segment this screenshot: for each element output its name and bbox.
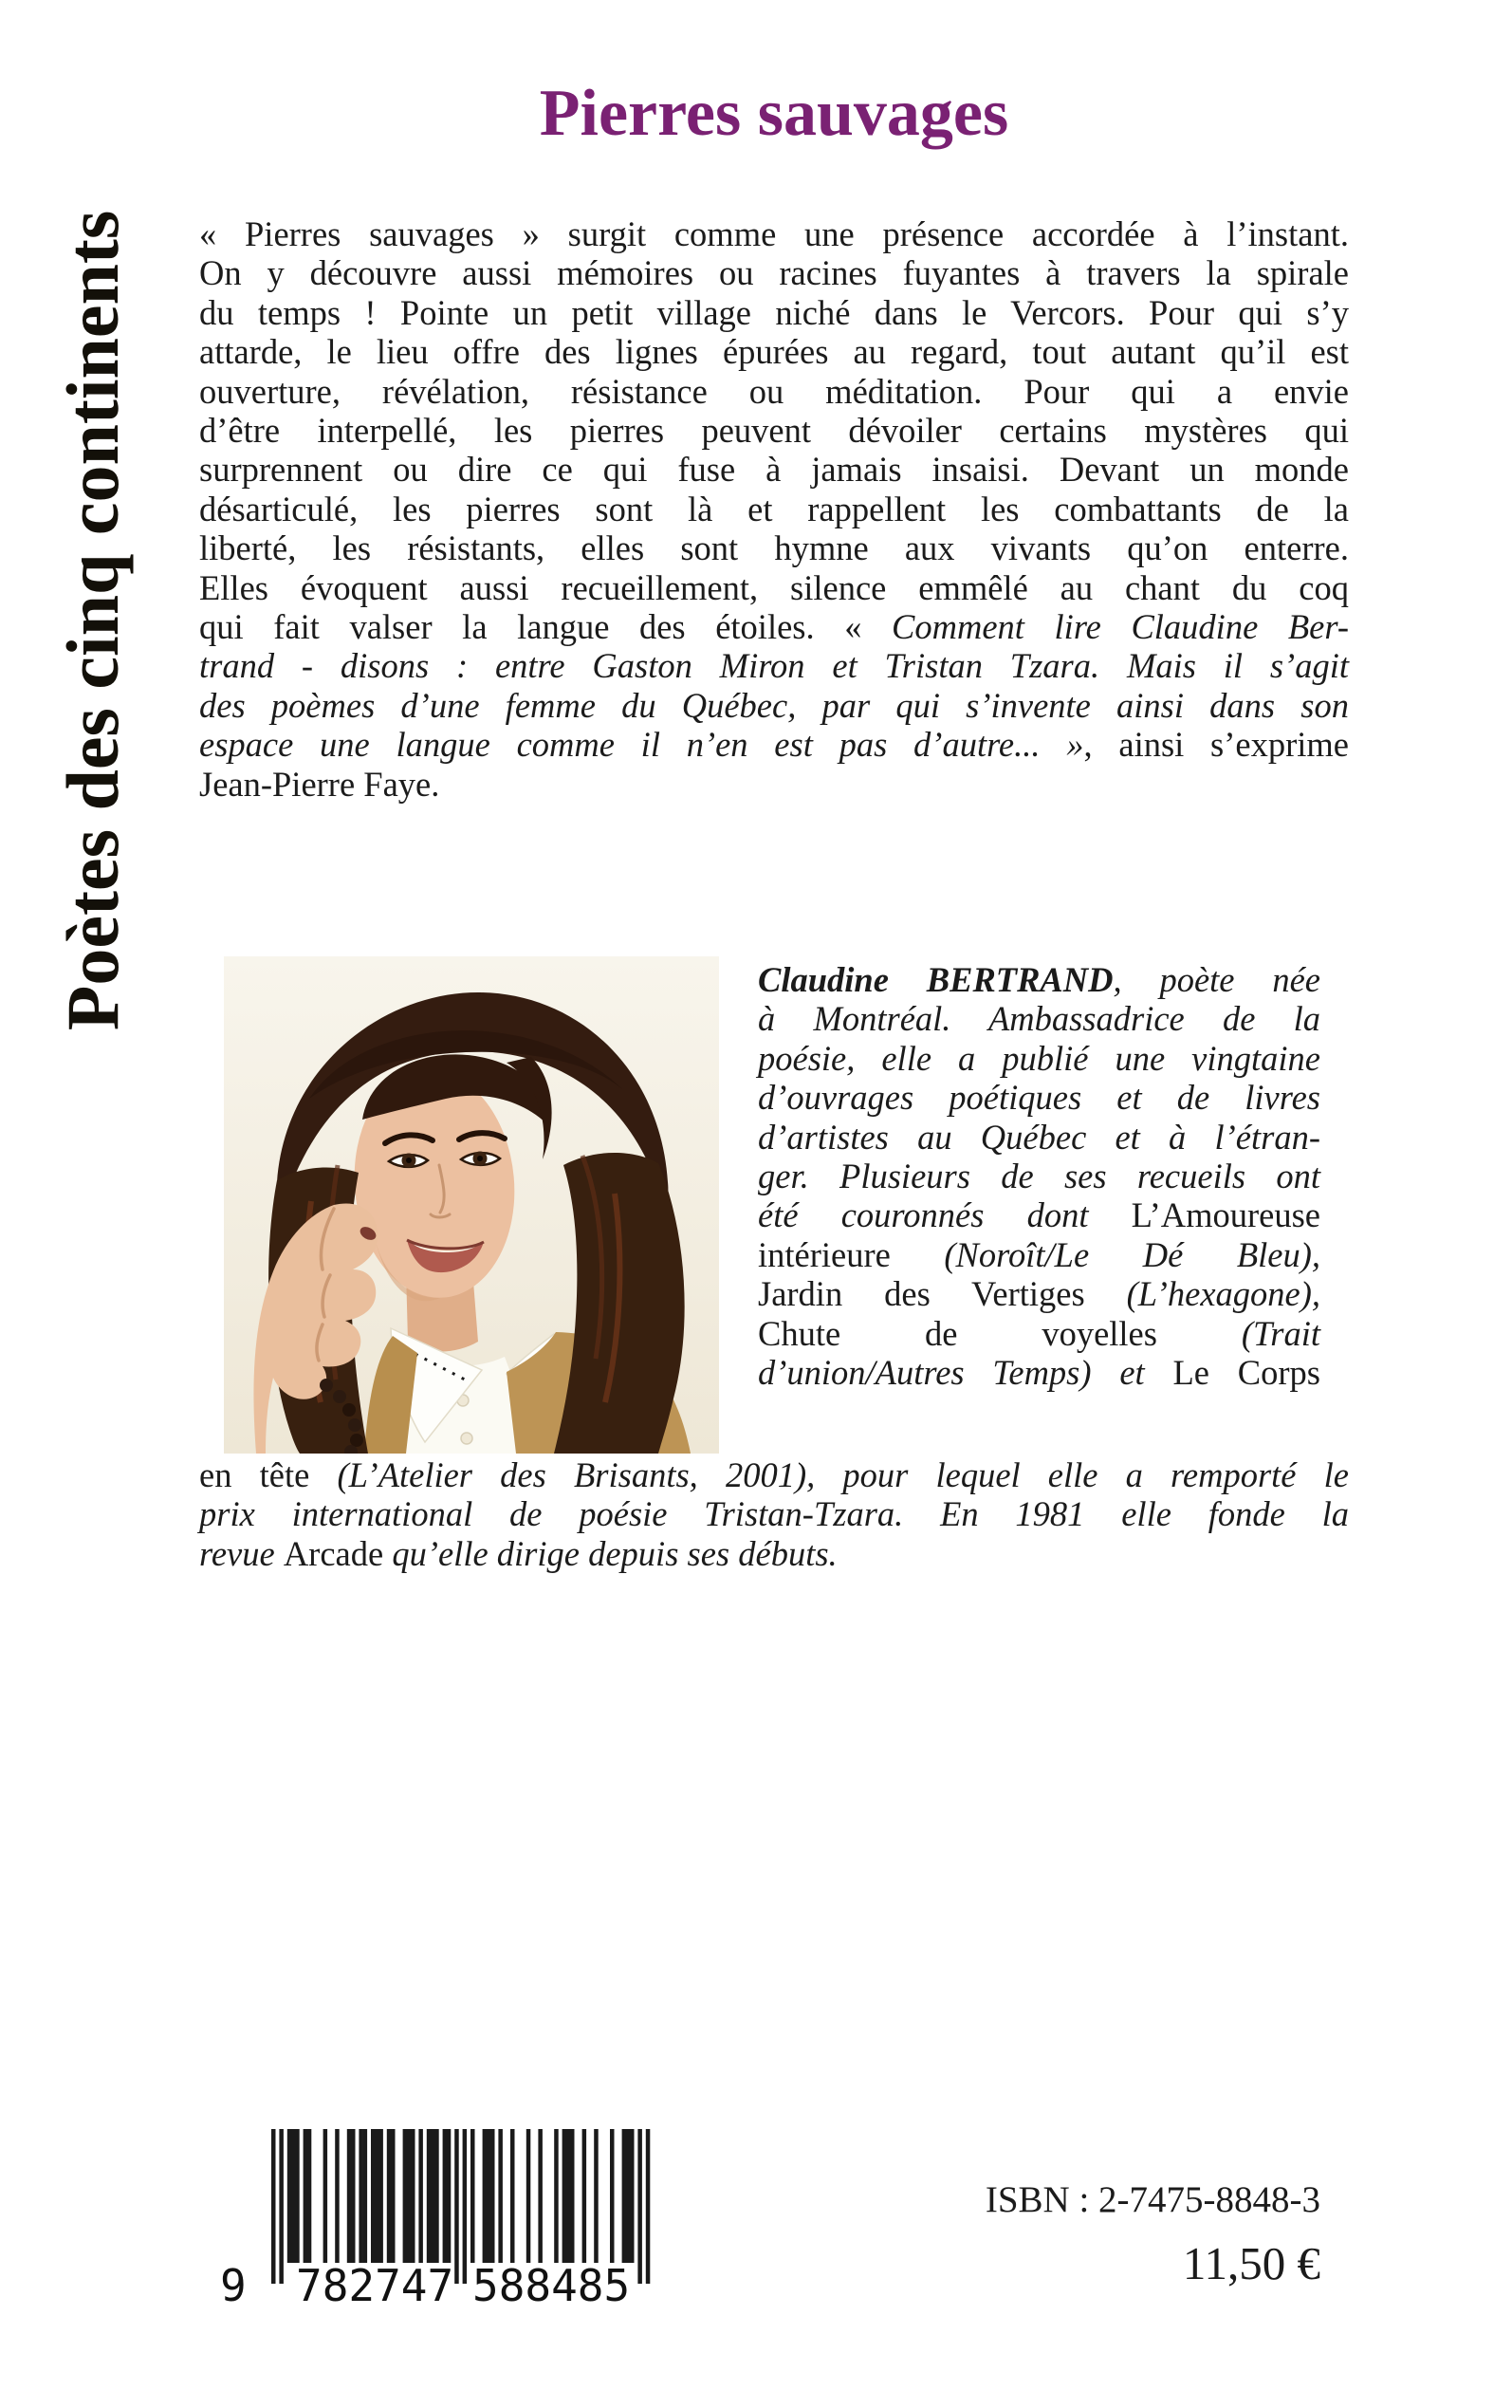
text-line: intérieure (Noroît/Le Dé Bleu), [758, 1234, 1320, 1274]
text-line: ger. Plusieurs de ses recueils ont [758, 1157, 1320, 1196]
author-bio-column [758, 960, 1320, 1392]
text-line: du temps ! Pointe un petit village niché dans le Vercors. Pour qui s’y [199, 292, 1349, 332]
text-line: Jean-Pierre Faye. [199, 764, 440, 804]
text-line: des poèmes d’une femme du Québec, par qui s’invente ainsi dans son [199, 685, 1349, 725]
text-line: en tête (L’Atelier des Brisants, 2001), pour lequel elle a remporté le [199, 1455, 1349, 1494]
text-line: été couronnés dont L’Amoureuse [758, 1195, 1320, 1235]
series-title-vertical: Poètes des cinq continents [51, 210, 134, 1031]
author-bio-bottom [199, 1455, 1349, 1573]
text-line: poésie, elle a publié une vingtaine [758, 1038, 1320, 1078]
text-line: d’artistes au Québec et à l’étran- [758, 1117, 1320, 1157]
author-photo-illustration [224, 956, 719, 1454]
text-line: Elles évoquent aussi recueillement, silence emmêlé au chant du coq [199, 567, 1349, 607]
text-line: d’être interpellé, les pierres peuvent dévoiler certains mystères qui [199, 411, 1349, 451]
text-line: « Pierres sauvages » surgit comme une présence accordée à l’instant. [199, 214, 1349, 253]
text-line: liberté, les résistants, elles sont hymne aux vivants qu’on enterre. [199, 528, 1349, 568]
text-line: On y découvre aussi mémoires ou racines fuyantes à travers la spirale [199, 253, 1349, 293]
text-line: ouverture, révélation, résistance ou méditation. Pour qui a envie [199, 371, 1349, 411]
text-line: trand - disons : entre Gaston Miron et Tristan Tzara. Mais il s’agit [199, 646, 1349, 686]
text-line: Jardin des Vertiges (L’hexagone), [758, 1274, 1320, 1314]
text-line: revue Arcade qu’elle dirige depuis ses débuts. [199, 1533, 838, 1573]
book-title: Pierres sauvages [539, 77, 1009, 150]
text-line: surprennent ou dire ce qui fuse à jamais insaisi. Devant un monde [199, 450, 1349, 490]
text-line: prix international de poésie Tristan-Tzara. En 1981 elle fonde la [199, 1494, 1349, 1534]
isbn: ISBN : 2-7475-8848-3 [985, 2179, 1320, 2220]
author-photo [224, 956, 719, 1454]
text-line: Claudine BERTRAND, poète née [758, 960, 1320, 999]
text-line: espace une langue comme il n’en est pas d’autre... », ainsi s’exprime [199, 725, 1349, 765]
back-cover-blurb [199, 214, 1349, 804]
text-line: Chute de voyelles (Trait [758, 1313, 1320, 1353]
text-line: désarticulé, les pierres sont là et rappellent les combattants de la [199, 489, 1349, 528]
text-line: qui fait valser la langue des étoiles. « Comment lire Claudine Ber- [199, 607, 1349, 647]
barcode-digits-group1: 782747 [296, 2260, 454, 2311]
text-line: d’union/Autres Temps) et Le Corps [758, 1353, 1321, 1393]
barcode-digits-group2: 588485 [472, 2260, 631, 2311]
barcode-digit-left: 9 [220, 2260, 247, 2311]
text-line: attarde, le lieu offre des lignes épurées au regard, tout autant qu’il est [199, 332, 1349, 372]
price: 11,50 € [1182, 2237, 1320, 2289]
text-line: d’ouvrages poétiques et de livres [758, 1078, 1320, 1118]
text-line: à Montréal. Ambassadrice de la [758, 999, 1320, 1039]
